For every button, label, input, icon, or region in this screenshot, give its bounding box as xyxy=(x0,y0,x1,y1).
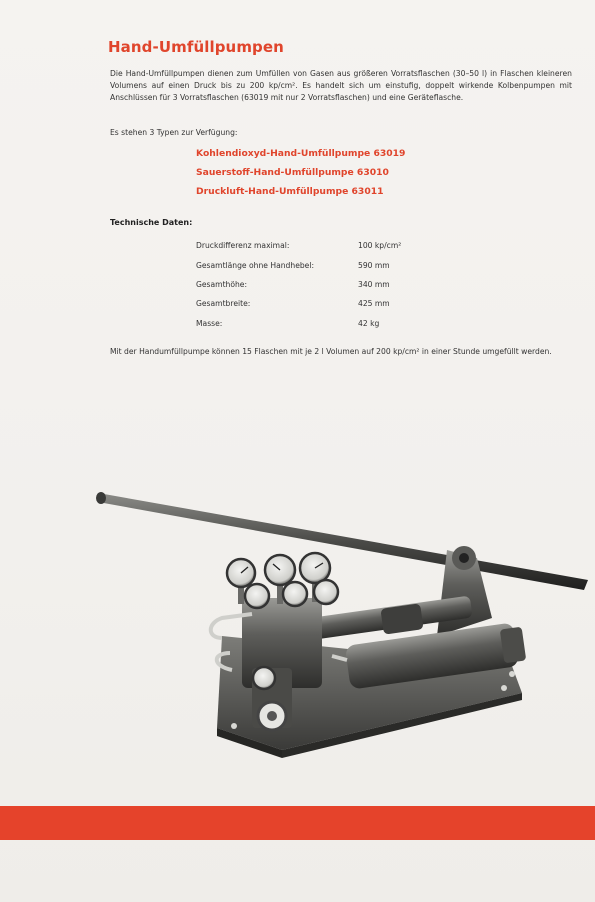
spec-label: Gesamtbreite: xyxy=(196,299,251,309)
spec-value: 590 mm xyxy=(358,260,390,270)
spec-label: Gesamthöhe: xyxy=(196,279,248,289)
spec-table xyxy=(196,236,448,333)
spec-label: Gesamtlänge ohne Handhebel: xyxy=(196,260,315,270)
pump-photo xyxy=(92,488,592,758)
spec-row xyxy=(196,275,448,294)
pump-type-item: Sauerstoff-Hand-Umfüllpumpe 63010 xyxy=(196,167,389,178)
hand-lever xyxy=(96,492,588,590)
spec-value: 425 mm xyxy=(358,299,390,309)
spec-label: Masse: xyxy=(196,318,223,328)
spec-row xyxy=(196,314,448,333)
pump-type-item: Druckluft-Hand-Umfüllpumpe 63011 xyxy=(196,186,384,197)
spec-row xyxy=(196,294,448,313)
tech-data-heading: Technische Daten: xyxy=(110,218,193,227)
footer-band xyxy=(0,806,595,840)
gauge-icon xyxy=(283,582,307,606)
gauge-icon xyxy=(245,584,269,608)
spec-value: 340 mm xyxy=(358,279,390,289)
page-title: Hand-Umfüllpumpen xyxy=(108,38,284,57)
spec-row xyxy=(196,255,448,274)
gauge-icon xyxy=(253,667,275,689)
intro-paragraph: Die Hand-Umfüllpumpen dienen zum Umfüllen von Gasen aus größeren Vorratsflaschen (30–50 l) in Flaschen kleineren Volumens auf einen Druck bis zu 200 kp/cm². Es handelt sich um einstufig, doppelt wirkende Kolbenpumpen mit Anschlüssen für 3 Vorratsflaschen (63019 mit nur 2 Vorratsflaschen) und eine Geräteflasche. xyxy=(110,68,572,102)
spec-label: Druckdifferenz maximal: xyxy=(196,241,290,251)
gauge-icon xyxy=(314,580,338,604)
pump-type-item: Kohlendioxyd-Hand-Umfüllpumpe 63019 xyxy=(196,148,406,159)
spec-value: 42 kg xyxy=(358,318,380,328)
spec-value: 100 kp/cm² xyxy=(358,241,402,251)
closing-paragraph: Mit der Handumfüllpumpe können 15 Flaschen mit je 2 l Volumen auf 200 kp/cm² in einer Stunde umgefüllt werden. xyxy=(110,346,552,356)
pump-type-list xyxy=(196,144,405,201)
spec-row xyxy=(196,236,448,255)
types-intro: Es stehen 3 Typen zur Verfügung: xyxy=(110,127,238,137)
